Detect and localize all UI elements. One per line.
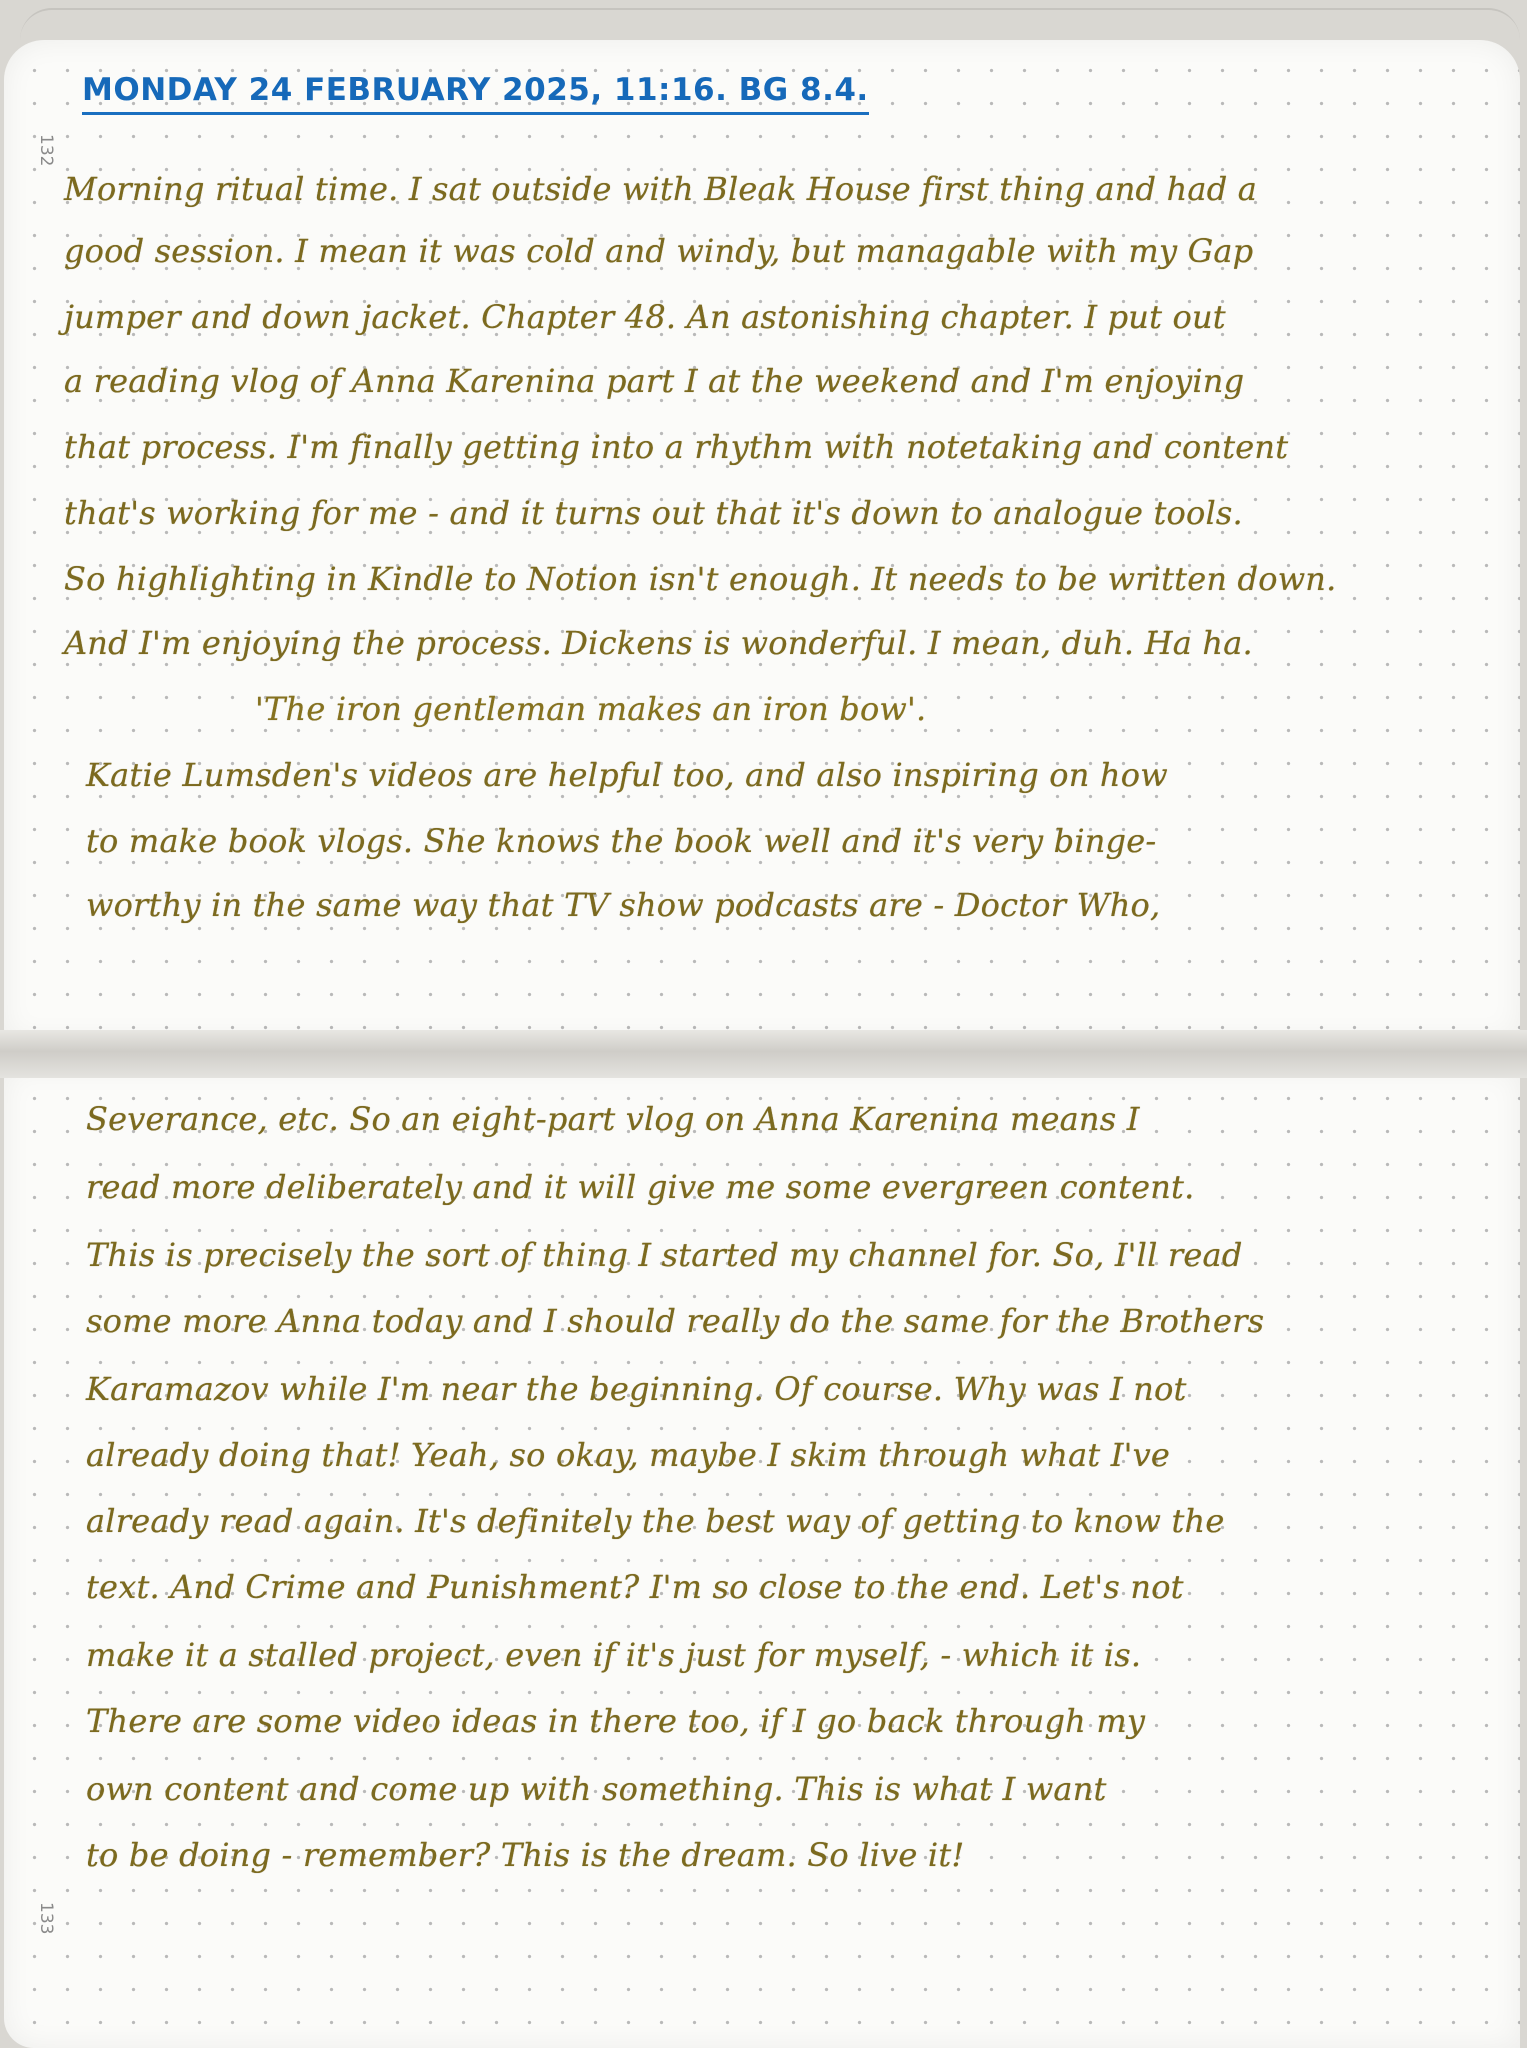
entry-line-6: that's working for me - and it turns out that it's down to analogue tools. [64, 494, 1243, 532]
entry-line-2: good session. I mean it was cold and windy, but managable with my Gap [64, 232, 1254, 270]
entry-line-1: Morning ritual time. I sat outside with Bleak House first thing and had a [64, 170, 1258, 208]
entry-line-12: worthy in the same way that TV show podcasts are - Doctor Who, [86, 886, 1161, 924]
entry-heading: MONDAY 24 FEBRUARY 2025, 11:16. BG 8.4. [82, 72, 869, 115]
page-number-bottom: 133 [36, 1902, 56, 1935]
entry-line-20: text. And Crime and Punishment? I'm so close to the end. Let's not [86, 1568, 1184, 1606]
entry-line-16: some more Anna today and I should really do the same for the Brothers [86, 1302, 1265, 1340]
entry-line-23: own content and come up with something. This is what I want [86, 1770, 1107, 1808]
entry-line-10: Katie Lumsden's videos are helpful too, and also inspiring on how [86, 756, 1168, 794]
entry-line-4: a reading vlog of Anna Karenina part I at the weekend and I'm enjoying [64, 362, 1245, 400]
entry-line-17: Karamazov while I'm near the beginning. Of course. Why was I not [86, 1370, 1187, 1408]
entry-line-5: that process. I'm finally getting into a rhythm with notetaking and content [64, 428, 1289, 466]
page-gutter [0, 1030, 1527, 1078]
page-number-top: 132 [36, 134, 56, 167]
entry-line-19: already read again. It's definitely the best way of getting to know the [86, 1502, 1225, 1540]
entry-line-24: to be doing - remember? This is the dream. So live it! [86, 1836, 965, 1874]
entry-line-18: already doing that! Yeah, so okay, maybe I skim through what I've [86, 1436, 1171, 1474]
entry-line-7: So highlighting in Kindle to Notion isn't enough. It needs to be written down. [64, 560, 1337, 598]
page-edges [20, 8, 1520, 40]
entry-line-3: jumper and down jacket. Chapter 48. An astonishing chapter. I put out [64, 298, 1226, 336]
entry-quote: 'The iron gentleman makes an iron bow'. [255, 690, 927, 728]
entry-line-11: to make book vlogs. She knows the book well and it's very binge- [86, 822, 1157, 860]
journal-page-bottom [4, 1068, 1520, 2048]
entry-line-8: And I'm enjoying the process. Dickens is wonderful. I mean, duh. Ha ha. [64, 624, 1253, 662]
entry-line-22: There are some video ideas in there too, if I go back through my [86, 1702, 1146, 1740]
entry-line-21: make it a stalled project, even if it's just for myself, - which it is. [86, 1636, 1142, 1674]
entry-line-15: This is precisely the sort of thing I started my channel for. So, I'll read [86, 1236, 1243, 1274]
entry-line-13: Severance, etc. So an eight-part vlog on Anna Karenina means I [86, 1100, 1140, 1138]
entry-line-14: read more deliberately and it will give me some evergreen content. [86, 1168, 1195, 1206]
